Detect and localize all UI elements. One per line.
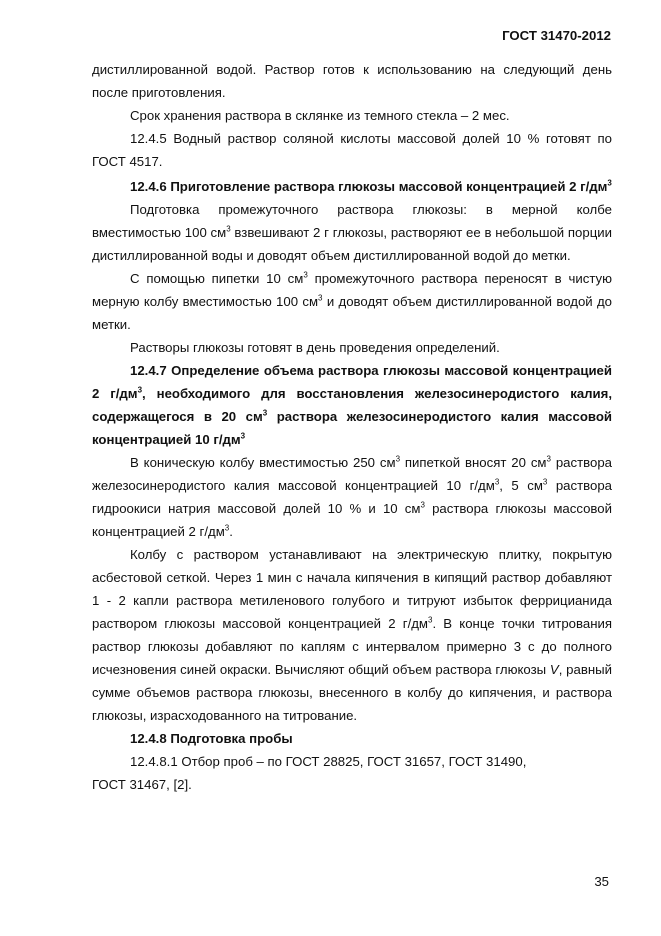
text-part: раствора глюкозы массовой концентрацией 2 г/дм <box>92 501 612 539</box>
text-part: и доводят объем дистиллированной водой до метки. <box>92 294 612 332</box>
text-part: Подготовка промежуточного раствора глюкозы: в мерной колбе вместимостью 100 см <box>92 202 612 240</box>
document-code-header: ГОСТ 31470-2012 <box>502 28 611 43</box>
text-part: взвешивают 2 г глюкозы, растворяют ее в небольшой порции дистиллированной воды и доводят объем дистиллированной водой до метки. <box>92 225 612 263</box>
clause-12-4-8-1-continuation: ГОСТ 31467, [2]. <box>92 777 192 792</box>
clause-12-4-7-heading <box>92 359 612 451</box>
superscript-3: 3 <box>240 431 246 441</box>
text-part: раствора железосинеродистого калия массовой концентрацией 10 г/дм <box>92 455 613 493</box>
superscript-3: 3 <box>546 454 551 464</box>
text-part: , равный сумме объемов раствора глюкозы, внесенного в колбу до кипячения, и раствора глюкозы, израсходованного на титрование. <box>92 662 612 723</box>
superscript-3: 3 <box>224 523 230 533</box>
paragraph-titration <box>92 543 612 727</box>
text-part: раствора гидроокиси натрия массовой долей 10 % и 10 см <box>92 478 612 516</box>
superscript-3: 3 <box>226 224 231 234</box>
superscript-3: 3 <box>303 270 308 280</box>
document-body <box>92 58 612 796</box>
text-part: Колбу с раствором устанавливают на электрическую плитку, покрытую асбестовой сеткой. Через 1 мин с начала кипячения в кипящий раствор добавляют 1 - 2 капли раствора метиленового голубого и титруют избыток феррицианида раствором глюкозы массовой концентрацией 2 г/дм <box>92 547 612 631</box>
paragraph-conical-flask <box>92 451 612 543</box>
page-number: 35 <box>594 874 609 889</box>
clause-12-4-6-heading-text: 12.4.6 Приготовление раствора глюкозы массовой концентрацией 2 г/дм <box>130 179 608 194</box>
clause-12-4-8-1: 12.4.8.1 Отбор проб – по ГОСТ 28825, ГОСТ 31657, ГОСТ 31490, <box>130 754 527 769</box>
text-part: 12.4.7 Определение объема раствора глюкозы массовой концентрацией 2 г/дм <box>92 363 612 401</box>
text-part: . В конце точки титрования раствор глюкозы добавляют по каплям с интервалом примерно 3 с до полного исчезновения синей окраски. Вычисляют общий объем раствора глюкозы <box>92 616 612 677</box>
clause-12-4-6-heading <box>92 175 612 198</box>
superscript-3: 3 <box>318 293 323 303</box>
text-part: , необходимого для восстановления железосинеродистого калия, содержащегося в 20 см <box>92 386 613 424</box>
text-part: раствора железосинеродистого калия массовой концентрацией 10 г/дм <box>92 409 612 447</box>
text-part: С помощью пипетки 10 см <box>130 271 304 286</box>
text-part: . <box>229 524 233 539</box>
paragraph-continuation: дистиллированной водой. Раствор готов к использованию на следующий день после приготовления. <box>92 62 612 100</box>
variable-v: V <box>549 662 559 677</box>
text-part: промежуточного раствора переносят в чистую мерную колбу вместимостью 100 см <box>92 271 613 309</box>
superscript-3: 3 <box>607 178 612 188</box>
superscript-3: 3 <box>137 385 143 395</box>
paragraph-pipette <box>92 267 612 336</box>
text-part: , 5 см <box>499 478 543 493</box>
superscript-3: 3 <box>420 500 425 510</box>
superscript-3: 3 <box>494 477 500 487</box>
superscript-3: 3 <box>262 408 268 418</box>
clause-12-4-5: 12.4.5 Водный раствор соляной кислоты массовой долей 10 % готовят по ГОСТ 4517. <box>92 131 612 169</box>
superscript-3: 3 <box>395 454 401 464</box>
paragraph-intermediate-solution <box>92 198 612 267</box>
text-part: В коническую колбу вместимостью 250 см <box>130 455 396 470</box>
superscript-3: 3 <box>428 615 433 625</box>
paragraph-same-day: Растворы глюкозы готовят в день проведения определений. <box>130 340 500 355</box>
superscript-3: 3 <box>542 477 548 487</box>
paragraph-storage: Срок хранения раствора в склянке из темного стекла – 2 мес. <box>130 108 510 123</box>
clause-12-4-8-heading: 12.4.8 Подготовка пробы <box>130 731 293 746</box>
text-part: пипеткой вносят 20 см <box>400 455 547 470</box>
